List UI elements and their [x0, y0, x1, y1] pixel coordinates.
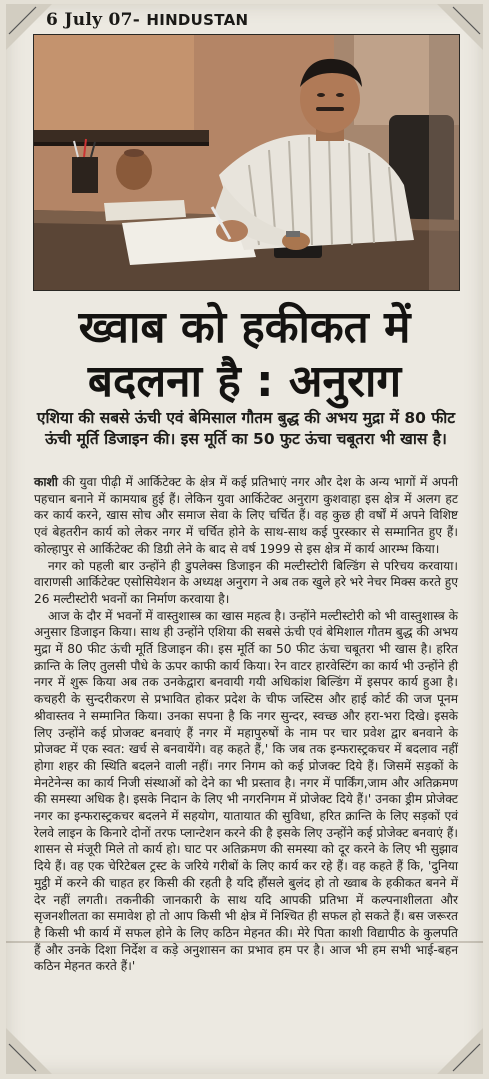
dateline-paper: HINDUSTAN	[146, 11, 249, 29]
deck-summary: एशिया की सबसे ऊंची एवं बेमिसाल गौतम बुद्ध की अभय मुद्रा में 80 फीट ऊंची मूर्ति डिजाइन की। इस मूर्ति का 50 फुट ऊंचा चबूतरा भी खास है।	[36, 409, 456, 448]
article-paragraph: आज के दौर में भवनों में वास्तुशास्त्र का खास महत्व है। उन्होंने मल्टीस्टोरी को भी वास्तुशास्त्र के अनुसार डिजाइन किया। साथ ही उन्होंने एशिया की सबसे ऊंची एवं बेमिशाल गौतम बुद्ध की अभय मुद्रा में 80 फीट ऊंची मूर्ति डिजाइन की। इस मूर्ति का 50 फीट ऊंचा चबूतरा भी खास है। हरित क्रान्ति के लिए तुलसी पौधे के ऊपर काफी कार्य किया। रेन वाटर हारवेस्टिंग का कार्य भी उन्होंने ही नगर में शुरू किया अब तक उनकेद्वारा बनवायी गयी अधिकांश बिल्डिंग में इसपर कार्य हुआ है। कचहरी के सुन्दरीकरण से प्रभावित होकर प्रदेश के चीफ जस्टिस और हाई कोर्ट की जज पूनम श्रीवास्तव ने सम्मानित किया। उनका सपना है कि नगर सुन्दर, स्वच्छ और हरा-भरा दिखे। इसके लिए उन्होंने कई प्रोजक्ट बनवाएं हैं नगर में महापुरुषों के नाम पर चार प्रवेश द्वार बनवाने के प्रोजक्ट में एक स्वत: खर्च से बनवायेंगे। वह कहते हैं,' कि जब तक इन्फरास्ट्रकचर में बदलाव नहीं होगा शहर की स्थिति बदलने वाली नहीं। नगर निगम को कई प्रोजक्ट दिये हैं। जिसमें सड़कों के मेनटेनेन्स का कार्य निजी संस्थाओं को देने का भी प्रस्ताव है। नगर में पार्किंग,जाम और अतिक्रमण की समस्या अधिक है। इसके निदान के लिए भी नगरनिगम में प्रोजेक्ट दिये हैं।' उनका ड्रीम प्रोजेक्ट नगर का इन्फरास्ट्रकचर बदलने में सहयोग, यातायात की सुविधा, हरित क्रान्ति के लिए सड़कों एवं रेलवे लाइन के किनारे दोनों तरफ प्लान्टेशन करने की है इसके लिए उन्होंने कई प्रोजेक्ट बनवाएं हैं। शासन से मंजूरी मिले तो कार्य हो। घाट पर अतिक्रमण की समस्या को दूर करने के लिए भी सुझाव दिये हैं। वह एक चेरिटेबल ट्रस्ट के जरिये गरीबों के लिए कार्य कर रहे हैं। वह कहते हैं कि, 'दुनिया मुट्ठी में करने की चाहत हर किसी की रहती है यदि हौंसले बुलंद हो तो ख्वाब के हकीकत बनने में देर नहीं लगती। तकनीकी जानकारी के साथ यदि आपकी प्रतिभा में कल्पनाशीलता और सृजनशीलता का समावेश हो तो आप किसी भी क्षेत्र में निश्चित ही सफल हो सकते हैं। बस जरूरत है किसी भी कार्य में सफल होने के लिए कठिन मेहनत की। मेरे पिता काशी विद्यापीठ के कुलपति हैं और उनके दिशा निर्देश व कड़े अनुशासन का प्रभाव हम पर है। आज भी हम सभी भाई-बहन कठिन मेहनत करते हैं।'	[34, 608, 458, 974]
dateline-separator: -	[132, 10, 141, 30]
dateline	[46, 10, 248, 30]
lead-word: काशी	[34, 475, 58, 489]
dateline-date: 6 July 07	[46, 10, 133, 30]
article-body	[34, 474, 458, 975]
headline-line-1: ख्वाब को हकीकत में	[78, 302, 411, 353]
portrait-photo	[33, 34, 460, 291]
corner-crease-icon	[6, 1028, 52, 1074]
corner-crease-icon	[437, 1028, 483, 1074]
headline-line-2: बदलना है : अनुराग	[87, 356, 402, 407]
paragraph-text: की युवा पीढ़ी में आर्किटेक्ट के क्षेत्र में कई प्रतिभाएं नगर और देश के अन्य भागों में अपनी पहचान बनाने में कामयाब हुई हैं। लेकिन युवा आर्किटेक्ट अनुराग कुशवाहा इस क्षेत्र में अलग हट कर कार्य करने, खास सोच और समाज सेवा के लिए चर्चित हैं। वह कुछ ही वर्षों में अपने विशिष्ट एवं बेहतरीन कार्य को लेकर नगर में चर्चित होने के साथ-साथ कई पुरस्कार से सम्मानित हुए हैं। कोल्हापुर से आर्किटेक्ट की डिग्री लेने के बाद से वर्ष 1999 से इस क्षेत्र में कार्य आरम्भ किया।	[34, 475, 458, 556]
article-paragraph: नगर को पहली बार उन्होंने ही डुपलेक्स डिजाइन की मल्टीस्टोरी बिल्डिंग से परिचय करवाया। वाराणसी आर्किटेक्ट एसोसियेशन के अध्यक्ष अनुराग ने अब तक खुले हरे भरे नेचर मिक्स करते हुए 26 मल्टीस्टोरी भवनों का निर्माण करवाया है।	[34, 558, 458, 606]
article-paragraph	[34, 474, 458, 558]
newspaper-clipping	[6, 4, 483, 1074]
man-writing-at-desk-icon	[34, 35, 459, 290]
fold-crease	[6, 941, 483, 943]
